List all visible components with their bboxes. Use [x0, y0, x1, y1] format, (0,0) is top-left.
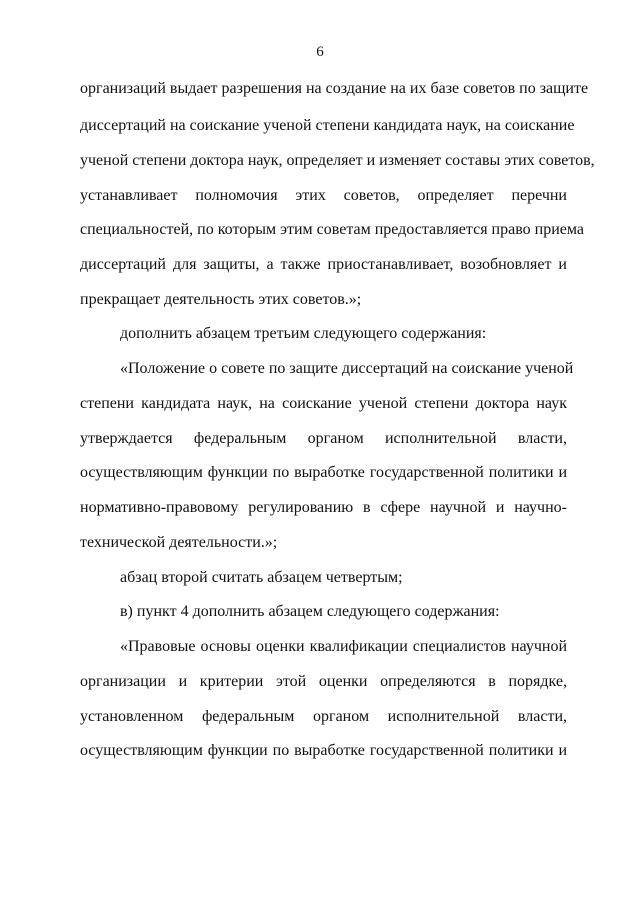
body-text-line: установленном федеральным органом исполнительной власти,: [80, 708, 567, 725]
body-text-line: организаций выдает разрешения на создание на их базе советов по защите: [80, 80, 589, 97]
body-text-line: технической деятельности.»;: [80, 534, 278, 551]
body-text-line: устанавливает полномочия этих советов, определяет перечни: [80, 187, 567, 204]
body-text-line: осуществляющим функции по выработке государственной политики и: [80, 742, 567, 759]
body-text-line: осуществляющим функции по выработке государственной политики и: [80, 464, 567, 481]
body-text-line: прекращает деятельность этих советов.»;: [80, 291, 362, 308]
body-text-line: степени кандидата наук, на соискание ученой степени доктора наук: [80, 395, 567, 412]
body-text-line: «Положение о совете по защите диссертаций на соискание ученой: [120, 360, 574, 377]
body-text-line: ученой степени доктора наук, определяет и изменяет составы этих советов,: [80, 152, 595, 169]
body-text-line: дополнить абзацем третьим следующего содержания:: [120, 325, 487, 342]
body-text-line: диссертаций на соискание ученой степени кандидата наук, на соискание: [80, 117, 575, 134]
body-text-line: диссертаций для защиты, а также приостанавливает, возобновляет и: [80, 256, 567, 273]
body-text-line: специальностей, по которым этим советам предоставляется право приема: [80, 221, 584, 238]
body-text-line: организации и критерии этой оценки определяются в порядке,: [80, 673, 567, 690]
body-text-line: в) пункт 4 дополнить абзацем следующего содержания:: [120, 603, 500, 620]
body-text-line: «Правовые основы оценки квалификации специалистов научной: [120, 638, 567, 655]
page-number: 6: [316, 44, 324, 60]
body-text-line: нормативно-правовому регулированию в сфере научной и научно-: [80, 499, 567, 516]
body-text-line: абзац второй считать абзацем четвертым;: [120, 569, 403, 586]
body-text-line: утверждается федеральным органом исполнительной власти,: [80, 430, 567, 447]
